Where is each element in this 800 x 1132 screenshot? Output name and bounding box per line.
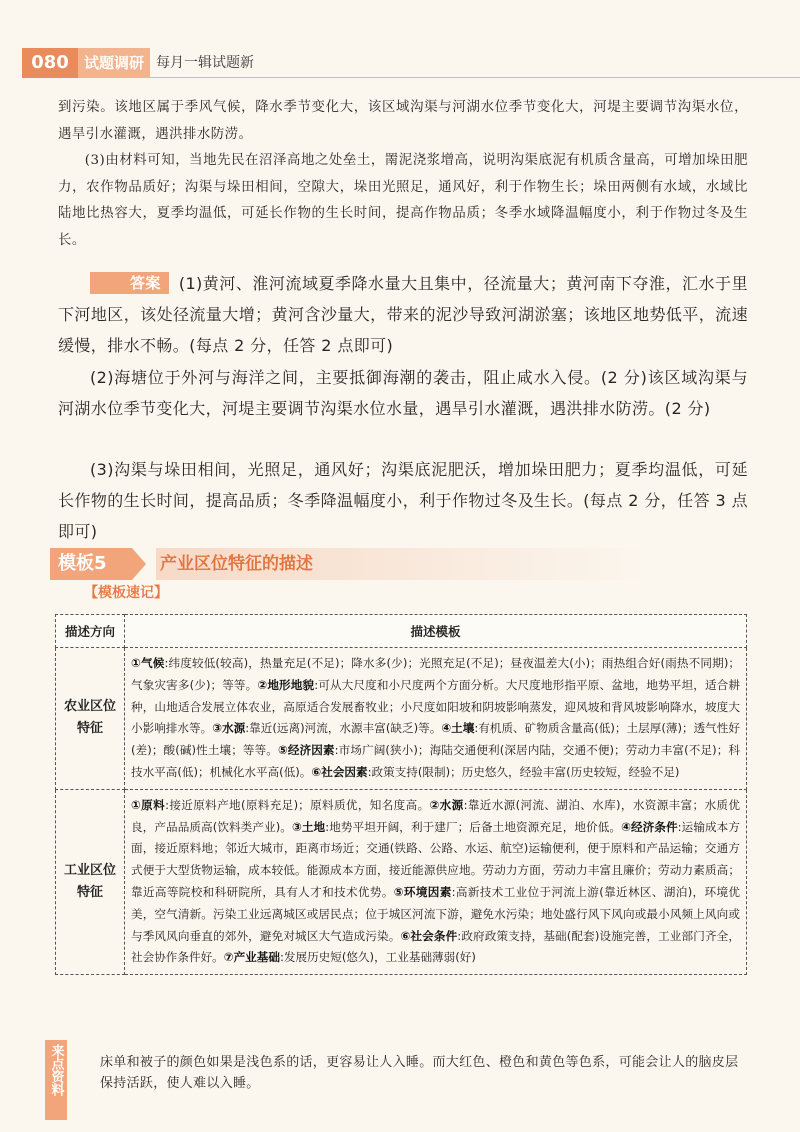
table-header-direction: 描述方向 — [56, 615, 125, 648]
term-industrial-base: ⑦产业基础 — [223, 950, 280, 965]
table-header-row — [56, 615, 747, 648]
section-header — [50, 548, 750, 580]
desc-water: :靠近(远离)河流，水源丰富(缺乏)等。 — [245, 721, 442, 736]
analysis-paragraph-2: (3)由材料可知，当地先民在沼泽高地之处垒土，罱泥浇浆增高，说明沟渠底泥有机质含量高，可增加垛田肥力，农作物品质好；沟渠与垛田相间，空隙大，垛田光照足，通风好，利于作物生长；垛田两侧有水域，水域比陆地比热容大，夏季均温低，可延长作物的生长时间，提高作物品质；冬季水域降温幅度小，利于作物过冬及生长。 — [58, 153, 748, 248]
desc-climate: :纬度较低(较高)，热量充足(不足)；降水多(少)；光照充足(不足)；昼夜温差大(小)；雨热组合好(雨热不同期)；气象灾害多(少)；等等。 — [131, 656, 740, 692]
desc-terrain: :可从大尺度和小尺度两个方面分析。大尺度地形指平原、盆地，地势平坦，适合耕种，山地适合发展立体农业，高原适合发展畜牧业；小尺度如阳坡和阴坡影响蒸发，迎风坡和背风坡影响降水，坡度大小影响排水等。 — [131, 677, 740, 736]
page-header — [0, 0, 800, 84]
term-social: ⑥社会因素 — [311, 764, 368, 779]
term-climate: ①气候 — [131, 656, 165, 670]
term-environment: ⑤环境因素 — [393, 884, 452, 899]
analysis-paragraph-1: 到污染。该地区属于季风气候，降水季节变化大，该区域沟渠与河湖水位季节变化大，河堤主要调节沟渠水位，遇旱引水灌溉，遇洪排水防涝。 — [58, 100, 748, 142]
section-title: 产业区位特征的描述 — [160, 554, 313, 574]
section-arrow-icon — [132, 548, 146, 580]
term-water-source: ②水源 — [429, 797, 464, 812]
category-label-line1: 工业区位 — [63, 862, 116, 878]
desc-environment: :高新技术工业位于河流上游(靠近林区、湖泊)，环境优美，空气清新。污染工业远离城区或居民点；位于城区河流下游，避免水污染；地处盛行风下风向或最小风频上风向或与季风风向垂直的郊外，避免对城区大气造成污染。 — [131, 884, 740, 943]
table-row-agriculture — [56, 648, 747, 790]
term-terrain: ②地形地貌 — [257, 677, 315, 692]
answer-badge: 答案 — [90, 272, 169, 294]
table-cell-industry-label — [56, 789, 125, 974]
term-raw-material: ①原料 — [131, 797, 166, 812]
desc-land: :地势平坦开阔，利于建厂；后备土地资源充足，地价低。 — [325, 819, 622, 834]
table-header-template: 描述模板 — [125, 615, 747, 648]
term-economic-conditions: ④经济条件 — [621, 819, 678, 834]
table-cell-agriculture-label — [56, 648, 125, 790]
category-label-line2: 特征 — [76, 721, 103, 737]
term-economic: ⑤经济因素 — [277, 743, 335, 758]
term-soil: ④土壤 — [441, 721, 475, 736]
column-subtitle: 每月一辑试题新 — [156, 55, 254, 71]
desc-raw-material: :接近原料产地(原料充足)；原料质优，知名度高。 — [165, 797, 430, 812]
desc-soil: :有机质、矿物质含量高(低)；土层厚(薄)；透气性好(差)；酸(碱)性土壤；等等。 — [131, 721, 740, 758]
footer-tip-text: 床单和被子的颜色如果是浅色系的话，更容易让人入睡。而大红色、橙色和黄色等色系，可能会让人的脑皮层保持活跃，使人难以入睡。 — [100, 1055, 739, 1091]
term-land: ③土地 — [291, 819, 326, 834]
table-cell-agriculture-desc — [125, 648, 747, 790]
desc-social: :政策支持(限制)；历史悠久，经验丰富(历史较短，经验不足) — [367, 764, 680, 779]
page-number: 080 — [22, 48, 78, 78]
desc-economic-conditions: :运输成本方面，接近原料地；邻近大城市，距离市场近；交通(铁路、公路、水运、航空)运输便利，便于原料和产品运输；交通方式便于大型货物运输，成本较低。能源成本方面，接近能源供应地。劳动力方面，劳动力丰富且廉价；劳动力素质高；靠近高等院校和科研院所，具有人才和技术优势。 — [131, 819, 740, 899]
table-row-industry — [56, 789, 747, 974]
answer-3: (3)沟渠与垛田相间，光照足，通风好；沟渠底泥肥沃，增加垛田肥力；夏季均温低，可延长作物的生长时间，提高品质；冬季降温幅度小，利于作物过冬及生长。(每点 2 分，任答 3 点即可) — [58, 460, 748, 541]
answer-1-text: (1)黄河、淮河流域夏季降水量大且集中，径流量大；黄河南下夺淮，汇水于里下河地区，该处径流量大增；黄河含沙量大，带来的泥沙导致河湖淤塞；该地区地势低平，流速缓慢，排水不畅。(每点 2 分，任答 2 点即可) — [58, 274, 748, 355]
column-tag: 试题调研 — [78, 48, 150, 78]
term-social-conditions: ⑥社会条件 — [400, 928, 458, 943]
desc-economic: :市场广阔(狭小)；海陆交通便利(深居内陆，交通不便)；劳动力丰富(不足)；科技水平高(低)；机械化水平高(低)。 — [131, 743, 740, 779]
footer-label — [45, 1044, 67, 1101]
section-badge: 模板5 — [50, 548, 132, 580]
header-divider — [150, 77, 800, 78]
answer-1 — [58, 268, 748, 361]
footer-label-text: 来点资料 — [48, 1044, 64, 1096]
category-label-line1: 农业区位 — [63, 699, 116, 715]
term-water: ③水源 — [212, 721, 246, 736]
category-label-line2: 特征 — [76, 884, 103, 900]
table-cell-industry-desc — [125, 789, 747, 974]
answer-2: (2)海塘位于外河与海洋之间，主要抵御海潮的袭击，阻止咸水入侵。(2 分)该区域沟渠与河湖水位季节变化大，河堤主要调节沟渠水位水量，遇旱引水灌溉，遇洪排水防涝。(2 分) — [58, 368, 748, 418]
template-table — [55, 614, 747, 975]
section-subhead: 【模板速记】 — [84, 585, 168, 601]
desc-industrial-base: :发展历史短(悠久)，工业基础薄弱(好) — [279, 950, 476, 965]
desc-water-source: :靠近水源(河流、湖泊、水库)，水资源丰富；水质优良，产品品质高(饮料类产业)。 — [131, 797, 740, 834]
desc-social-conditions: :政府政策支持，基础(配套)设施完善，工业部门齐全，社会协作条件好。 — [131, 928, 740, 965]
